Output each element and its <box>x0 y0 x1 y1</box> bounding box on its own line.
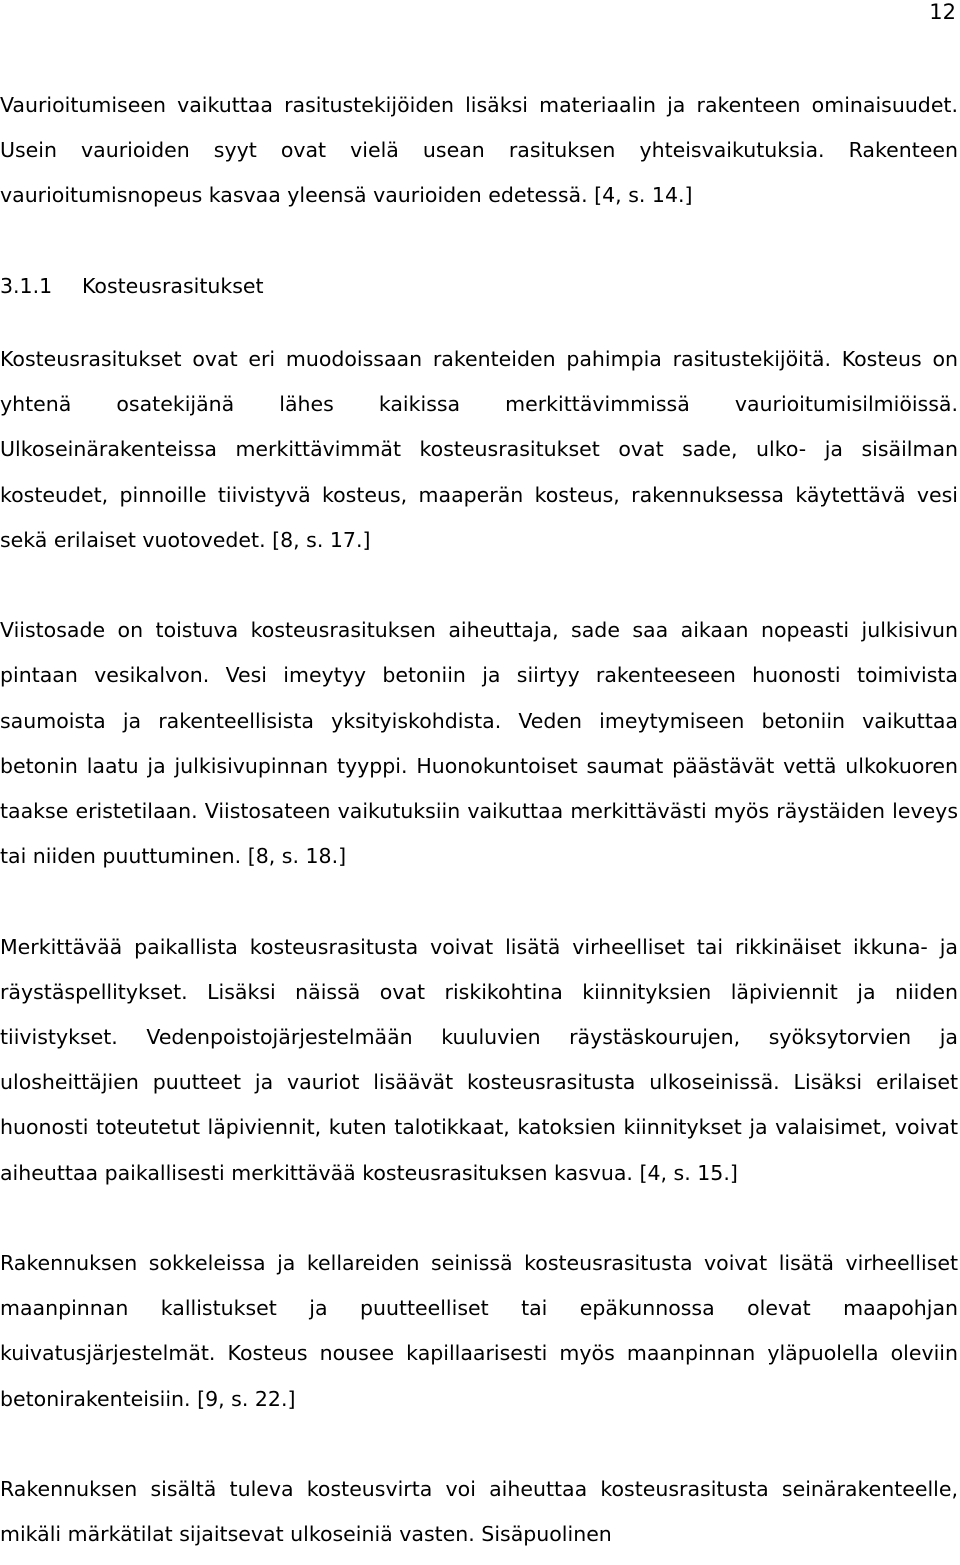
paragraph-gap <box>0 1196 958 1241</box>
paragraph-gap <box>0 219 958 264</box>
paragraph-gap <box>0 1422 958 1467</box>
page-number: 12 <box>929 0 956 24</box>
section-title: Kosteusrasitukset <box>82 273 264 298</box>
paragraph-driving-rain: Viistosade on toistuva kosteusrasituksen aiheuttaja, sade saa aikaan nopeasti julkisivun pintaan vesikalvon. Vesi imeytyy betoniin ja siirtyy rakenteeseen huonosti toimivista saumoista ja rakenteellisista yksityiskohdista. Veden imeytymiseen betoniin vaikuttaa betonin laatu ja julkisivupinnan tyyppi. Huonokuntoiset saumat päästävät vettä ulkokuoren taakse eristetilaan. Viistosateen vaikutuksiin vaikuttaa merkittävästi myös räystäiden leveys tai niiden puuttuminen. [8, s. 18.] <box>0 618 958 869</box>
paragraph-damage-factors: Vaurioitumiseen vaikuttaa rasitustekijöiden lisäksi materiaalin ja rakenteen ominaisuudet. Usein vaurioiden syyt ovat vielä usean rasituksen yhteisvaikutuksia. Rakenteen vaurioitumisnopeus kasvaa yleensä vaurioiden edetessä. [4, s. 14.] <box>0 93 958 208</box>
page-content <box>0 83 958 1557</box>
paragraph-gap <box>0 309 958 337</box>
paragraph-gap <box>0 563 958 608</box>
paragraph-moisture-stresses: Kosteusrasitukset ovat eri muodoissaan rakenteiden pahimpia rasitustekijöitä. Kosteus on yhtenä osatekijänä lähes kaikissa merkittävimmissä vaurioitumisilmiöissä. Ulkoseinärakenteissa merkittävimmät kosteusrasitukset ovat sade, ulko- ja sisäilman kosteudet, pinnoille tiivistyvä kosteus, maaperän kosteus, rakennuksessa käytettävä vesi sekä erilaiset vuotovedet. [8, s. 17.] <box>0 347 958 552</box>
paragraph-interior-moisture: Rakennuksen sisältä tuleva kosteusvirta voi aiheuttaa kosteusrasitusta seinärakenteelle, mikäli märkätilat sijaitsevat ulkoseiniä vasten. Sisäpuolinen <box>0 1477 958 1547</box>
paragraph-gap <box>0 879 958 924</box>
paragraph-plinth-basement: Rakennuksen sokkeleissa ja kellareiden seinissä kosteusrasitusta voivat lisätä virheelliset maanpinnan kallistukset ja puutteelliset tai epäkunnossa olevat maapohjan kuivatusjärjestelmät. Kosteus nousee kapillaarisesti myös maanpinnan yläpuolella oleviin betonirakenteisiin. [9, s. 22.] <box>0 1251 958 1411</box>
paragraph-local-moisture: Merkittävää paikallista kosteusrasitusta voivat lisätä virheelliset tai rikkinäiset ikkuna- ja räystäspellitykset. Lisäksi näissä ovat riskikohtina kiinnityksien läpiviennit ja niiden tiivistykset. Vedenpoistojärjestelmään kuuluvien räystäskourujen, syöksytorvien ja ulosheittäjien puutteet ja vauriot lisäävät kosteusrasitusta ulkoseinissä. Lisäksi erilaiset huonosti toteutetut läpiviennit, kuten talotikkaat, katoksien kiinnitykset ja valaisimet, voivat aiheuttaa paikallisesti merkittävää kosteusrasituksen kasvua. [4, s. 15.] <box>0 934 958 1185</box>
section-number: 3.1.1 <box>0 273 53 298</box>
section-heading <box>0 264 958 309</box>
